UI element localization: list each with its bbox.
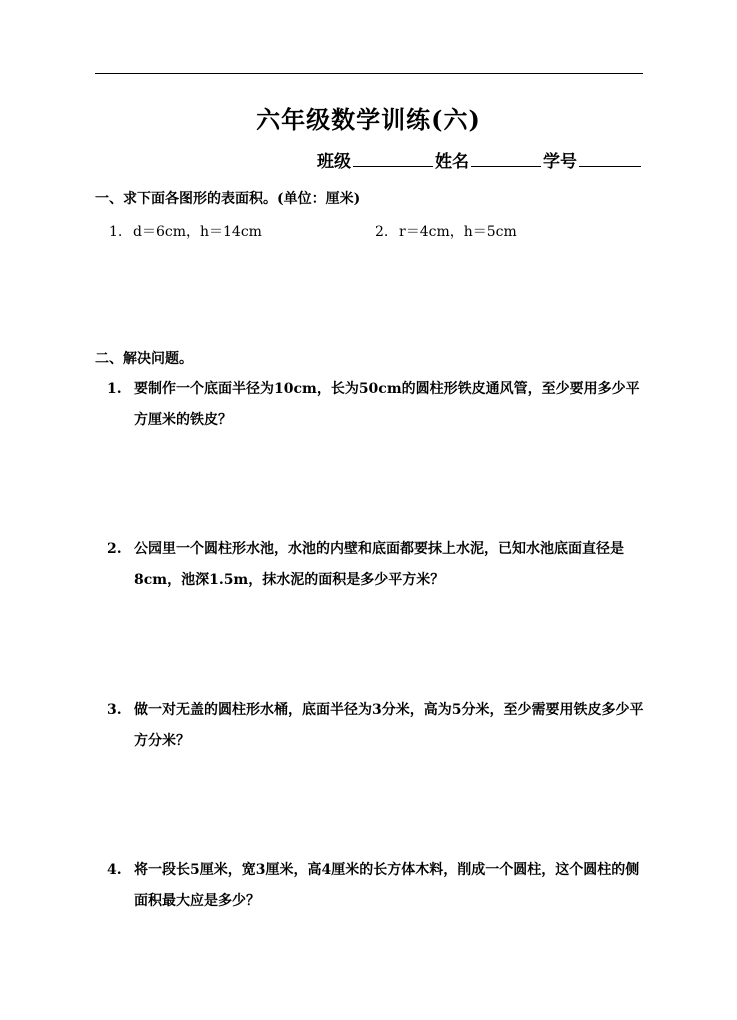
question-item — [107, 374, 647, 436]
question-number: 1. — [107, 381, 122, 397]
question-number: 2. — [107, 541, 122, 557]
question-text: 将一段长5厘米，宽3厘米，高4厘米的长方体木料，削成一个圆柱，这个圆柱的侧面积最大应是多少？ — [134, 862, 640, 909]
question-item — [107, 855, 647, 917]
number-label: 学号 — [543, 152, 577, 172]
section1-item-number: 1. — [109, 224, 123, 240]
section1-item — [109, 221, 262, 241]
page-title: 六年级数学训练(六) — [256, 105, 481, 134]
number-blank[interactable] — [579, 148, 641, 167]
question-text: 做一对无盖的圆柱形水桶，底面半径为3分米，高为5分米，至少需要用铁皮多少平方分米？ — [134, 702, 644, 749]
class-blank[interactable] — [353, 148, 433, 167]
section1-item-text: r＝4cm，h＝5cm — [399, 224, 517, 240]
section1-item-number: 2. — [375, 224, 389, 240]
question-item — [107, 695, 647, 757]
question-text: 要制作一个底面半径为10cm，长为50cm的圆柱形铁皮通风管，至少要用多少平方厘米的铁皮？ — [134, 381, 640, 428]
question-number: 3. — [107, 702, 122, 718]
question-number: 4. — [107, 862, 122, 878]
section1-heading: 一、求下面各图形的表面积。(单位：厘米) — [95, 191, 361, 207]
question-item — [107, 534, 647, 596]
name-label: 姓名 — [435, 152, 469, 172]
section1-item — [375, 221, 517, 241]
student-info-line — [317, 147, 643, 172]
question-text: 公园里一个圆柱形水池，水池的内壁和底面都要抹上水泥，已知水池底面直径是8cm，池深1.5m，抹水泥的面积是多少平方米？ — [134, 541, 624, 588]
class-label: 班级 — [317, 152, 351, 172]
header-rule — [95, 73, 643, 74]
name-blank[interactable] — [471, 148, 541, 167]
section1-item-text: d＝6cm，h＝14cm — [133, 224, 262, 240]
section2-heading: 二、解决问题。 — [95, 351, 193, 367]
